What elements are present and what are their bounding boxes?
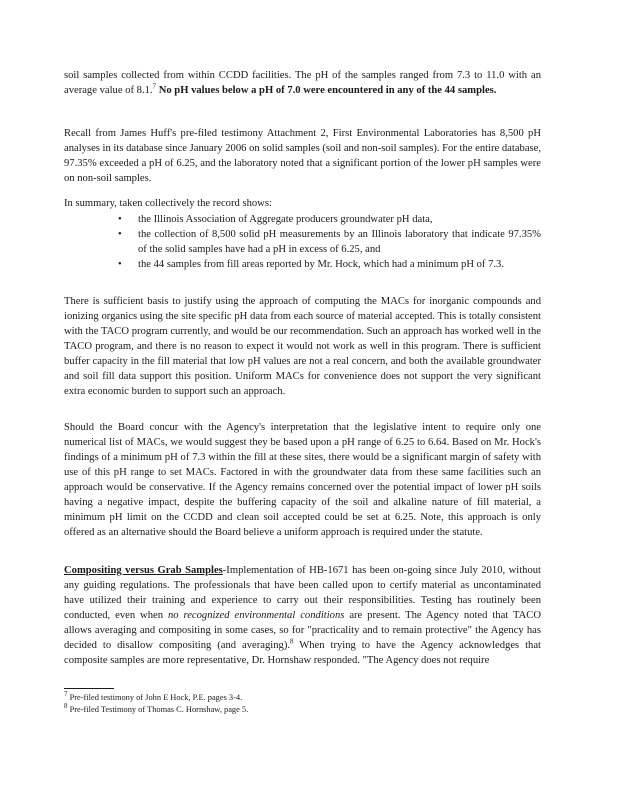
bullet-text: the collection of 8,500 solid pH measurements by an Illinois laboratory that indicate 97.35% of the solid samples have had a pH in excess of 6.25, and — [138, 229, 541, 255]
footnote-divider — [64, 688, 114, 689]
footnote-text: Pre-filed testimony of John E Hock, P.E. pages 3-4. — [69, 693, 243, 702]
footnote-ref-8[interactable]: 8 — [290, 637, 294, 646]
footnote-7 — [64, 692, 541, 703]
bold-finding: No pH values below a pH of 7.0 were encountered in any of the 44 samples. — [158, 85, 497, 96]
bullet-item — [118, 257, 541, 272]
paragraph-ph-samples — [64, 68, 541, 98]
bullet-item — [118, 227, 541, 257]
bullet-text: the Illinois Association of Aggregate producers groundwater pH data, — [138, 214, 433, 225]
footnote-text: Pre-filed Testimony of Thomas C. Hornshaw, page 5. — [69, 705, 249, 714]
footnote-number: 7 — [64, 690, 68, 699]
bullet-icon: • — [118, 214, 122, 225]
bullet-item — [118, 212, 541, 227]
paragraph-lab-analyses: Recall from James Huff's pre-filed testimony Attachment 2, First Environmental Laboratories has 8,500 pH analyses in its database since January 2006 on solid samples (soil and non-soil samples). For the entire database, 97.35% exceeded a pH of 6.25, and the laboratory noted that a significant portion of the lower pH samples were on non-soil samples. — [64, 128, 541, 184]
italic-term: no recognized environmental conditions — [167, 610, 345, 621]
paragraph-text: When trying to have the Agency acknowledges that composite samples are more representative, Dr. Hornshaw responded. "The Agency does not require — [64, 640, 541, 666]
section-heading: Compositing versus Grab Samples — [64, 565, 223, 576]
footnote-8 — [64, 704, 541, 715]
footnote-ref-7[interactable]: 7 — [152, 82, 157, 91]
bullet-text: the 44 samples from fill areas reported by Mr. Hock, which had a minimum pH of 7.3. — [138, 259, 504, 270]
paragraph-text: -Implementation of HB-1671 has been on-going since July 2010, without any guiding regulations. The professionals that have been called upon to certify material as uncontaminated have utilized their training and experience to carry out their responsibilities. Testing has routinely been conducted, even when — [64, 565, 541, 621]
paragraph-text: soil samples collected from within CCDD facilities. The pH of the samples ranged from 7.3 to 11.0 with an average value of 8.1. — [64, 70, 541, 96]
paragraph-compositing — [64, 563, 541, 668]
summary-bullet-list — [118, 212, 541, 272]
footnote-number: 8 — [64, 702, 68, 711]
bullet-icon: • — [118, 229, 122, 240]
paragraph-text: are present. The Agency noted that TACO allows averaging and compositing in some cases, so for "practicality and to remain protective" the Agency has decided to disallow compositing (and averaging). — [64, 610, 541, 651]
bullet-icon: • — [118, 259, 122, 270]
paragraph-summary-intro: In summary, taken collectively the record shows: — [64, 198, 272, 209]
paragraph-sufficient-basis: There is sufficient basis to justify using the approach of computing the MACs for inorganic compounds and ionizing organics using the site specific pH data from each source of material accepted. This is totally consistent with the TACO program currently, and would be our recommendation. Such an approach has worked well in the TACO program, and there is no reason to expect it would not work as well in this program. There is sufficient buffer capacity in the fill material that low pH values are not a real concern, and both the available groundwater and soil fill data support this position. Uniform MACs for convenience does not support the very significant extra economic burden to support such an approach. — [64, 296, 541, 397]
paragraph-board-concur: Should the Board concur with the Agency's interpretation that the legislative intent to require only one numerical list of MACs, we would suggest they be based upon a pH range of 6.25 to 6.64. Based on Mr. Hock's findings of a minimum pH of 7.3 within the fill at these sites, there would be a significant margin of safety with use of this pH range to set MACs. Factored in with the groundwater data from these same facilities such an approach would be conservative. If the Agency remains concerned over the potential impact of lower pH soils having a negative impact, despite the buffering capacity of the soil and alkaline nature of fill material, a minimum pH limit on the CCDD and clean soil accepted could be set at 6.25. Note, this approach is only offered as an alternative should the Board believe a uniform approach is required under the statute. — [64, 422, 541, 538]
